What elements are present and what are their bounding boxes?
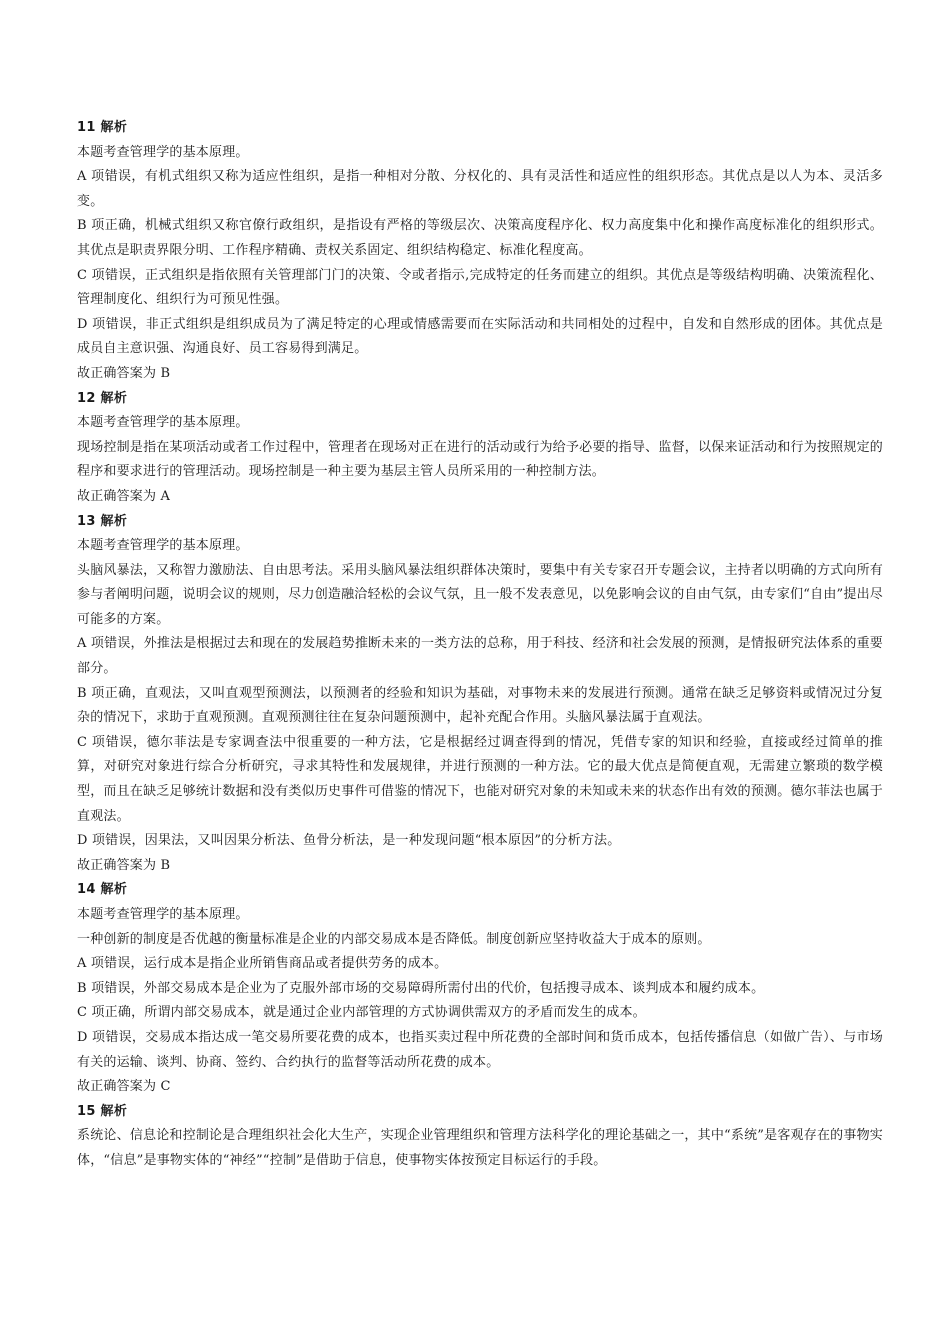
paragraph: 头脑风暴法，又称智力激励法、自由思考法。采用头脑风暴法组织群体决策时，要集中有关专家召开专题会议，主持者以明确的方式向所有参与者阐明问题，说明会议的规则，尽力创造融洽轻松的会议气氛，且一般不发表意见，以免影响会议的自由气氛，由专家们“自由”提出尽可能多的方案。 <box>77 562 883 627</box>
paragraph: 本题考查管理学的基本原理。 <box>77 907 249 922</box>
paragraph: A 项错误，外推法是根据过去和现在的发展趋势推断未来的一类方法的总称，用于科技、经济和社会发展的预测，是情报研究法体系的重要部分。 <box>77 636 883 677</box>
paragraph: 一种创新的制度是否优越的衡量标准是企业的内部交易成本是否降低。制度创新应坚持收益大于成本的原则。 <box>77 931 711 947</box>
section-heading: 13 解析 <box>77 513 128 529</box>
section-heading: 14 解析 <box>77 882 128 898</box>
paragraph: C 项错误，正式组织是指依照有关管理部门门的决策、令或者指示,完成特定的任务而建立的组织。其优点是等级结构明确、决策流程化、管理制度化、组织行为可预见性强。 <box>77 267 883 308</box>
section-13 <box>77 510 883 879</box>
paragraph: C 项正确，所谓内部交易成本，就是通过企业内部管理的方式协调供需双方的矛盾而发生的成本。 <box>77 1005 646 1021</box>
section-12 <box>77 387 883 510</box>
paragraph: B 项正确，机械式组织又称官僚行政组织，是指设有严格的等级层次、决策高度程序化、权力高度集中化和操作高度标准化的组织形式。其优点是职责界限分明、工作程序精确、责权关系固定、组织结构稳定、标准化程度高。 <box>77 218 883 258</box>
paragraph: C 项错误，德尔菲法是专家调查法中很重要的一种方法，它是根据经过调查得到的情况，凭借专家的知识和经验，直接或经过简单的推算，对研究对象进行综合分析研究，寻求其特性和发展规律，并进行预测的一种方法。它的最大优点是简便直观，无需建立繁琐的数学模型，而且在缺乏足够统计数据和没有类似历史事件可借鉴的情况下，也能对研究对象的未知或未来的状态作出有效的预测。德尔菲法也属于直观法。 <box>77 734 883 824</box>
section-14 <box>77 878 883 1099</box>
section-heading: 15 解析 <box>77 1103 128 1119</box>
paragraph: A 项错误，运行成本是指企业所销售商品或者提供劳务的成本。 <box>77 956 448 972</box>
answer-line: 故正确答案为 B <box>77 857 171 873</box>
paragraph: 本题考查管理学的基本原理。 <box>77 144 249 160</box>
paragraph: D 项错误，非正式组织是组织成员为了满足特定的心理或情感需要而在实际活动和共同相处的过程中，自发和自然形成的团体。其优点是成员自主意识强、沟通良好、员工容易得到满足。 <box>77 316 883 357</box>
section-heading: 12 解析 <box>77 390 128 406</box>
section-15 <box>77 1100 883 1174</box>
paragraph: 本题考查管理学的基本原理。 <box>77 538 249 554</box>
paragraph: 系统论、信息论和控制论是合理组织社会化大生产，实现企业管理组织和管理方法科学化的理论基础之一，其中“系统”是客观存在的事物实体，“信息”是事物实体的“神经”“控制”是借助于信息，使事物实体按预定目标运行的手段。 <box>77 1128 883 1168</box>
answer-line: 故正确答案为 A <box>77 488 171 504</box>
answer-line: 故正确答案为 C <box>77 1079 171 1095</box>
paragraph: D 项错误，因果法，又叫因果分析法、鱼骨分析法，是一种发现问题“根本原因”的分析方法。 <box>77 833 621 849</box>
paragraph: 现场控制是指在某项活动或者工作过程中，管理者在现场对正在进行的活动或行为给予必要的指导、监督，以保来证活动和行为按照规定的程序和要求进行的管理活动。现场控制是一种主要为基层主管人员所采用的一种控制方法。 <box>77 439 883 480</box>
answer-line: 故正确答案为 B <box>77 365 171 381</box>
document-page <box>77 116 883 1174</box>
section-heading: 11 解析 <box>77 120 128 135</box>
paragraph: B 项错误，外部交易成本是企业为了克服外部市场的交易障碍所需付出的代价，包括搜寻成本、谈判成本和履约成本。 <box>77 980 765 996</box>
paragraph: D 项错误，交易成本指达成一笔交易所要花费的成本，也指买卖过程中所花费的全部时间和货币成本，包括传播信息（如做广告）、与市场有关的运输、谈判、协商、签约、合约执行的监督等活动所花费的成本。 <box>77 1029 883 1070</box>
paragraph: B 项正确，直观法，又叫直观型预测法，以预测者的经验和知识为基础，对事物未来的发展进行预测。通常在缺乏足够资料或情况过分复杂的情况下，求助于直观预测。直观预测往往在复杂问题预测中，起补充配合作用。头脑风暴法属于直观法。 <box>77 685 883 726</box>
paragraph: 本题考查管理学的基本原理。 <box>77 415 249 431</box>
section-11 <box>77 116 883 387</box>
paragraph: A 项错误，有机式组织又称为适应性组织，是指一种相对分散、分权化的、具有灵活性和适应性的组织形态。其优点是以人为本、灵活多变。 <box>77 169 883 209</box>
